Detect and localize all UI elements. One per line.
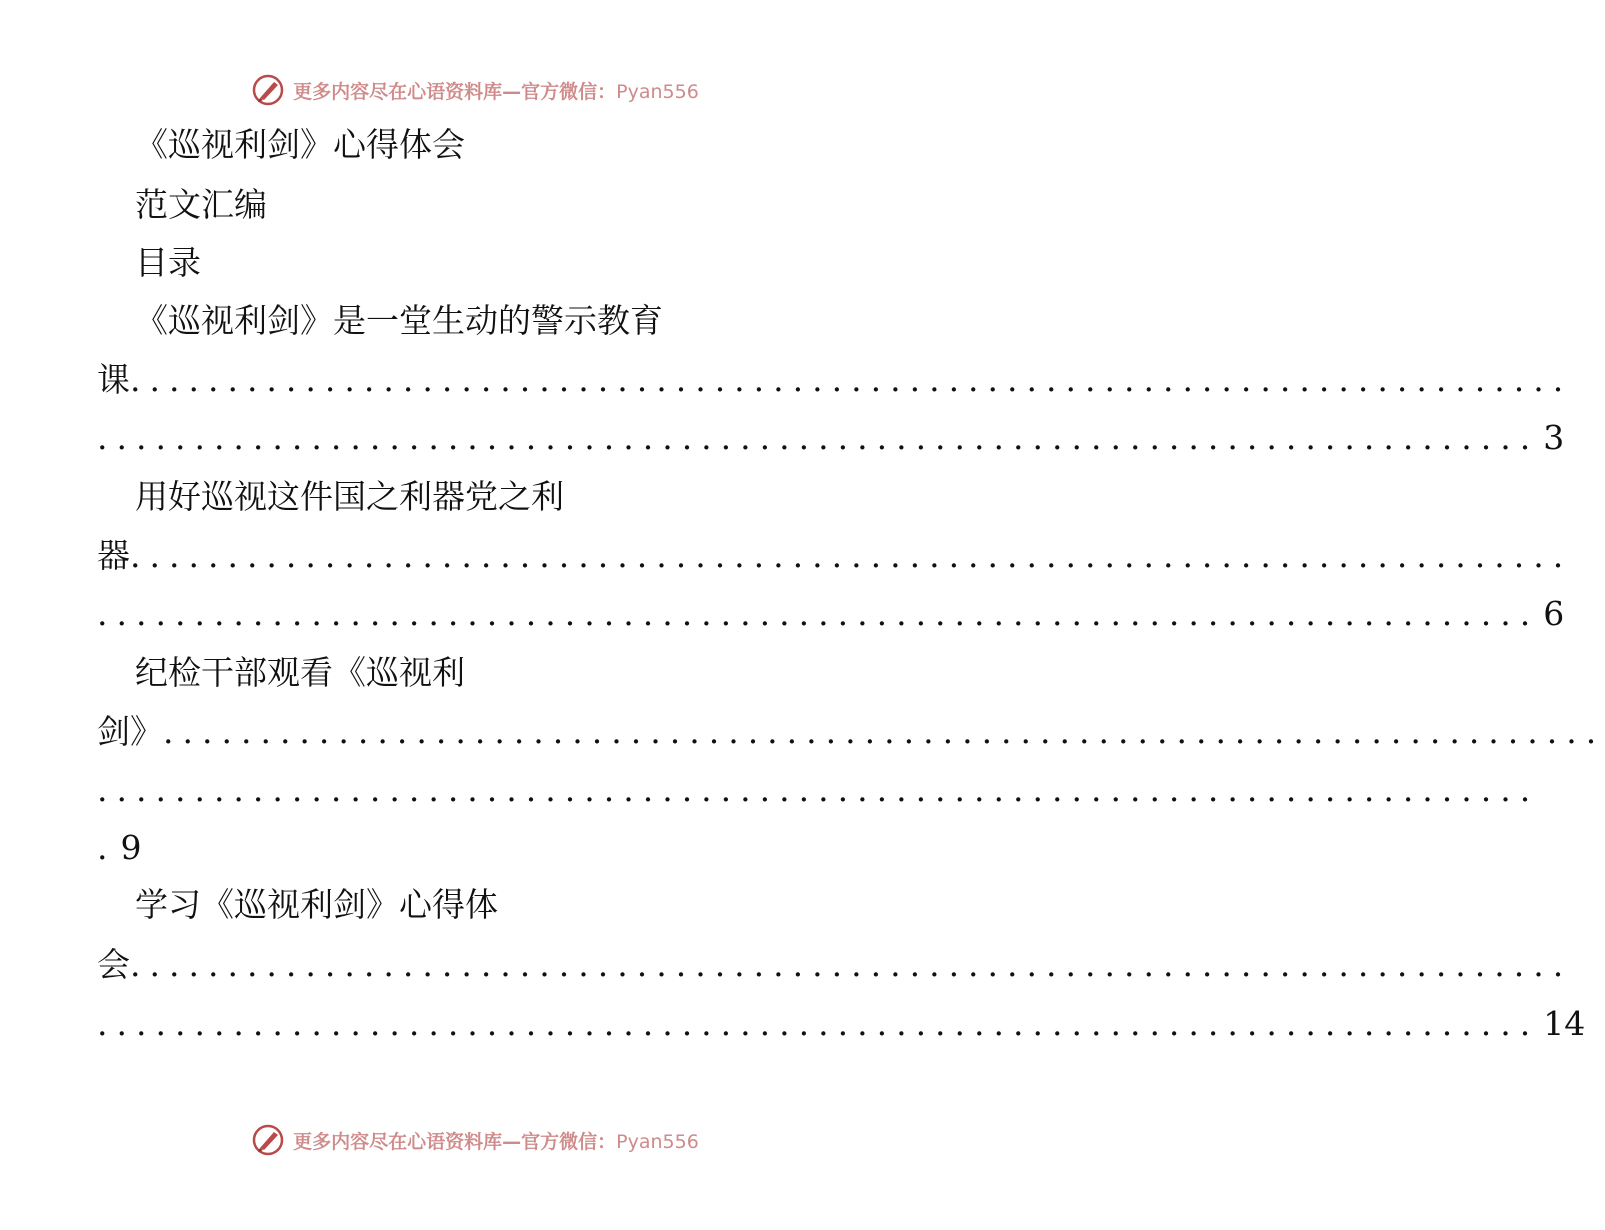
- dot-leader: .: [97, 828, 117, 867]
- toc-entry-4-page: 14: [1543, 1004, 1586, 1043]
- toc-entry-1-page: 3: [1543, 418, 1565, 457]
- toc-entry-1-leader: [97, 352, 1573, 408]
- toc-entry-2-title: 用好巡视这件国之利器党之利: [135, 477, 564, 516]
- toc-entry-4-cont: 会: [97, 945, 130, 984]
- watermark-text: 更多内容尽在心语资料库—官方微信：: [293, 1130, 617, 1153]
- dot-leader: ..........................................................................: [130, 945, 1573, 984]
- toc-entry-3-title: 纪检干部观看《巡视利: [135, 653, 465, 692]
- toc-entry-4-leader: [97, 937, 1573, 993]
- dot-leader: ..........................................................................: [130, 360, 1573, 399]
- footer-watermark: [0, 1120, 950, 1160]
- toc-entry-1-title: 《巡视利剑》是一堂生动的警示教育: [135, 301, 663, 340]
- dot-leader: ..........................................................................: [163, 712, 1605, 751]
- watermark-text: 更多内容尽在心语资料库—官方微信：: [293, 80, 617, 103]
- dot-leader: ..........................................................................: [97, 594, 1540, 633]
- toc-entry-3-leader-end: [97, 820, 842, 876]
- toc-entry-3-leader-mid: [97, 762, 1540, 818]
- dot-leader: ..........................................................................: [97, 418, 1540, 457]
- toc-entry-1-cont: 课: [97, 360, 130, 399]
- document-title: 《巡视利剑》心得体会: [135, 125, 465, 164]
- toc-entry-2-cont: 器: [97, 536, 130, 575]
- toc-entry-2-leader-end: [97, 586, 1565, 642]
- watermark-wechat: Pyan556: [616, 1130, 699, 1153]
- toc-entry-3-cont: 剑》: [97, 712, 163, 751]
- toc-heading: 目录: [135, 243, 201, 282]
- header-watermark: [0, 70, 950, 110]
- toc-entry-3-leader: [97, 704, 1605, 760]
- toc-entry-4-leader-end: [97, 996, 1586, 1052]
- dot-leader: ..........................................................................: [97, 770, 1540, 809]
- toc-entry-2-page: 6: [1543, 594, 1565, 633]
- document-subtitle: 范文汇编: [135, 185, 267, 224]
- toc-entry-3-page: 9: [120, 828, 142, 867]
- dot-leader: ..........................................................................: [130, 536, 1573, 575]
- toc-entry-1-leader-end: [97, 410, 1565, 466]
- dot-leader: ..........................................................................: [97, 1004, 1540, 1043]
- toc-entry-4-title: 学习《巡视利剑》心得体: [135, 885, 498, 924]
- pen-circle-logo-icon: [251, 1123, 285, 1157]
- pen-circle-logo-icon: [251, 73, 285, 107]
- toc-entry-2-leader: [97, 528, 1573, 584]
- watermark-wechat: Pyan556: [616, 80, 699, 103]
